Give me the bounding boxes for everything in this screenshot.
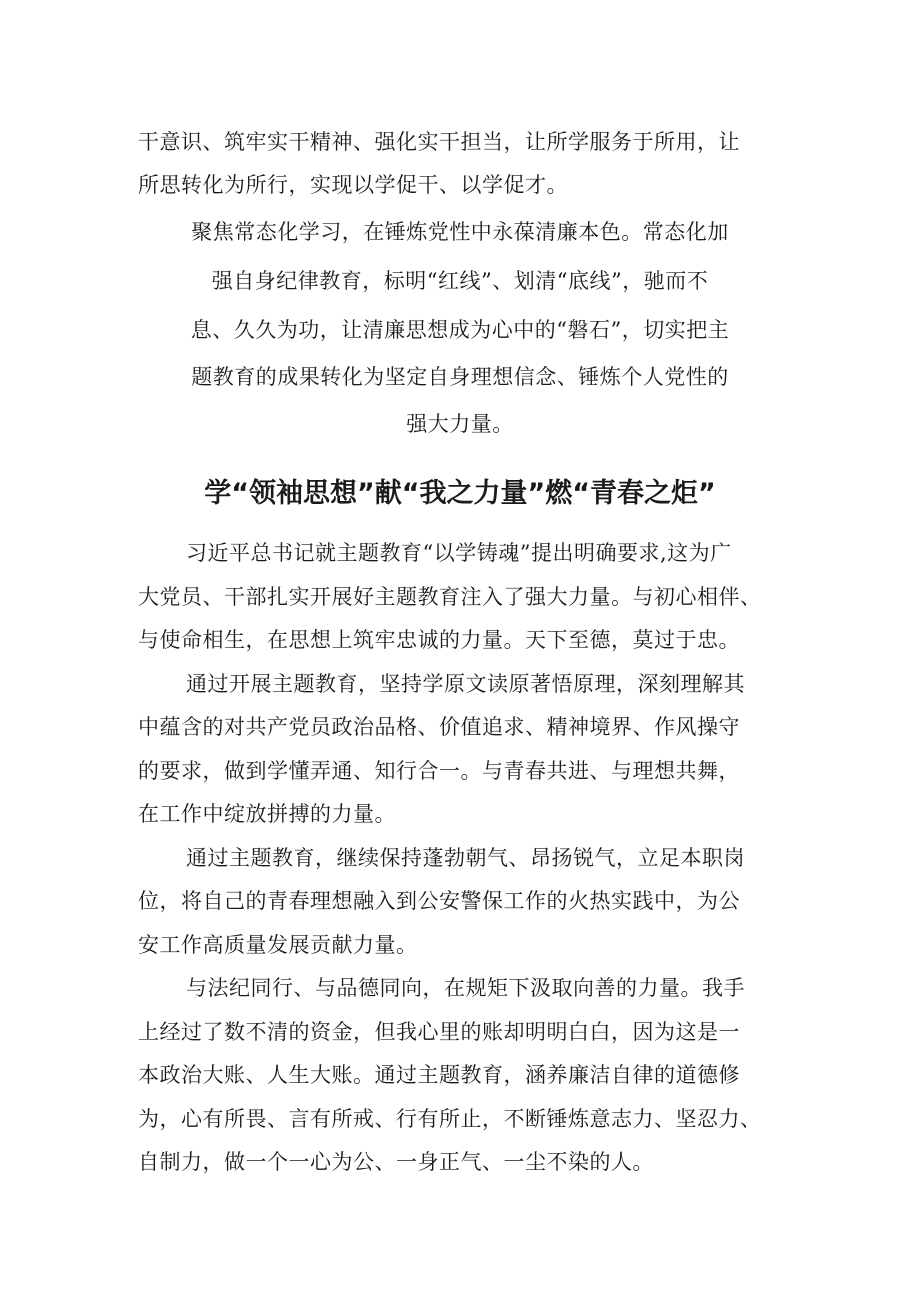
text-line: 位，将自己的青春理想融入到公安警保工作的火热实践中，为公 <box>138 889 740 913</box>
text-line: 强大力量。 <box>406 412 514 436</box>
text-line: 息、久久为功，让清廉思想成为心中的“磐石”，切实把主 <box>190 318 730 342</box>
text-line: 聚焦常态化学习，在锤炼党性中永葆清廉本色。常态化加 <box>191 220 729 244</box>
text-line: 安工作高质量发展贡献力量。 <box>138 933 418 957</box>
text-line: 与使命相生，在思想上筑牢忠诚的力量。天下至德，莫过于忠。 <box>138 628 740 652</box>
text-line: 的要求，做到学懂弄通、知行合一。与青春共进、与理想共舞， <box>138 759 740 783</box>
text-line: 干意识、筑牢实干精神、强化实干担当，让所学服务于所用，让 <box>138 130 740 154</box>
text-line: 本政治大账、人生大账。通过主题教育，涵养廉洁自律的道德修 <box>138 1063 740 1087</box>
text-line: 所思转化为所行，实现以学促干、以学促才。 <box>138 173 568 197</box>
text-line: 与法纪同行、与品德同向，在规矩下汲取向善的力量。我手 <box>186 976 745 1000</box>
text-line: 中蕴含的对共产党员政治品格、价值追求、精神境界、作风操守 <box>138 715 740 739</box>
text-line: 上经过了数不清的资金，但我心里的账却明明白白，因为这是一 <box>138 1020 740 1044</box>
text-line: 自制力，做一个一心为公、一身正气、一尘不染的人。 <box>138 1150 654 1174</box>
text-line: 通过主题教育，继续保持蓬勃朝气、昂扬锐气，立足本职岗 <box>186 846 745 870</box>
text-line: 强自身纪律教育，标明“红线”、划清“底线”，驰而不 <box>211 269 709 293</box>
text-line: 通过开展主题教育，坚持学原文读原著悟原理，深刻理解其 <box>186 672 745 696</box>
section-title: 学“领袖思想”献“我之力量”燃“青春之炬” <box>204 478 716 509</box>
text-line: 在工作中绽放拼搏的力量。 <box>138 802 396 826</box>
text-line: 习近平总书记就主题教育“以学铸魂”提出明确要求,这为广 <box>186 541 732 565</box>
text-line: 为，心有所畏、言有所戒、行有所止，不断锤炼意志力、坚忍力、 <box>138 1107 762 1131</box>
text-line: 题教育的成果转化为坚定自身理想信念、锤炼个人党性的 <box>191 365 729 389</box>
text-line: 大党员、干部扎实开展好主题教育注入了强大力量。与初心相伴、 <box>138 585 762 609</box>
